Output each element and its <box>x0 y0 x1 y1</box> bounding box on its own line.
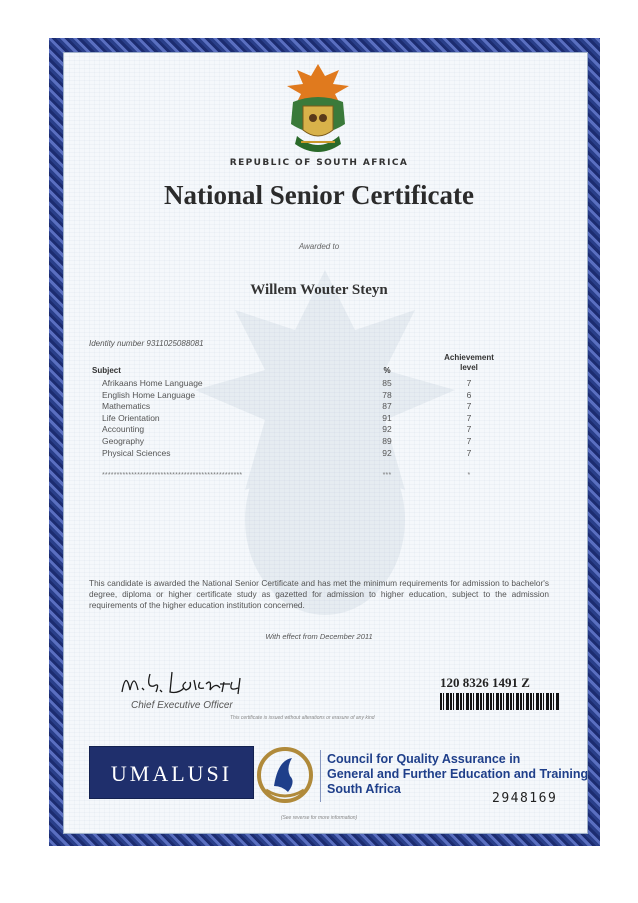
council-line3: South Africa <box>327 782 401 796</box>
subject-percent: 87 <box>382 401 392 412</box>
subject-name: Afrikaans Home Language <box>102 378 203 388</box>
subject-percent: 89 <box>382 435 392 446</box>
identity-number: Identity number 9311025088081 <box>89 339 204 348</box>
subject-percent: 78 <box>382 389 392 400</box>
effective-date: With effect from December 2011 <box>265 632 373 641</box>
subject-name: Life Orientation <box>102 412 160 423</box>
result-row <box>0 436 638 448</box>
subject-name: English Home Language <box>102 389 196 400</box>
footer-divider <box>320 750 321 802</box>
subject-level: 7 <box>466 424 472 435</box>
achievement-level-header <box>425 353 513 373</box>
subject-level: 7 <box>466 378 472 388</box>
results-table <box>0 378 638 459</box>
ceo-title: Chief Executive Officer <box>131 700 233 711</box>
subject-level: 7 <box>466 401 472 412</box>
result-row <box>0 448 638 460</box>
ceo-signature <box>120 664 290 700</box>
umalusi-emblem <box>256 746 314 804</box>
candidate-name: Willem Wouter Steyn <box>250 282 388 298</box>
subject-percent: 92 <box>382 447 392 458</box>
council-line1: Council for Quality Assurance in <box>327 752 521 766</box>
subject-percent: 91 <box>382 412 392 423</box>
result-row <box>0 413 638 425</box>
serial-number: 120 8326 1491 Z <box>440 675 530 690</box>
percent-filler: *** <box>382 472 392 479</box>
subject-level: 7 <box>466 435 472 446</box>
awarded-to-label: Awarded to <box>298 242 340 251</box>
umalusi-logo <box>89 746 254 799</box>
subject-percent: 85 <box>382 378 392 388</box>
achievement-header-line1: Achievement <box>444 353 494 362</box>
certificate-title: National Senior Certificate <box>164 180 474 210</box>
subject-name: Geography <box>102 435 145 446</box>
result-row <box>0 378 638 390</box>
subject-filler: ************************************************ <box>102 472 243 479</box>
result-row <box>0 390 638 402</box>
achievement-header-line2: level <box>460 363 478 372</box>
barcode <box>440 693 560 710</box>
reverse-note: (See reverse for more information) <box>280 815 358 821</box>
subject-name: Accounting <box>102 424 145 435</box>
coat-of-arms-crest <box>283 62 353 157</box>
percent-header: % <box>383 366 391 375</box>
subject-name: Physical Sciences <box>102 447 171 458</box>
level-filler: * <box>467 472 471 479</box>
certificate-number: 2948169 <box>492 791 558 806</box>
country-name: REPUBLIC OF SOUTH AFRICA <box>229 158 409 168</box>
subject-header: Subject <box>92 366 121 375</box>
result-row <box>0 401 638 413</box>
subject-level: 7 <box>466 412 472 423</box>
award-statement: This candidate is awarded the National Senior Certificate and has met the minimum requirements for admission to bachelor's degree, diploma or higher certificate study as gazetted for admission to higher education, subject to the admission requirements of the higher education institution concerned. <box>89 578 549 610</box>
council-line2: General and Further Education and Training <box>327 767 589 781</box>
issue-note: This certificate is issued without alterations or erasure of any kind <box>230 715 375 721</box>
subject-level: 7 <box>466 447 472 458</box>
umalusi-brand: UMALUSI <box>110 761 233 786</box>
subject-percent: 92 <box>382 424 392 435</box>
subject-level: 6 <box>466 389 472 400</box>
subject-name: Mathematics <box>102 401 151 412</box>
result-row <box>0 424 638 436</box>
